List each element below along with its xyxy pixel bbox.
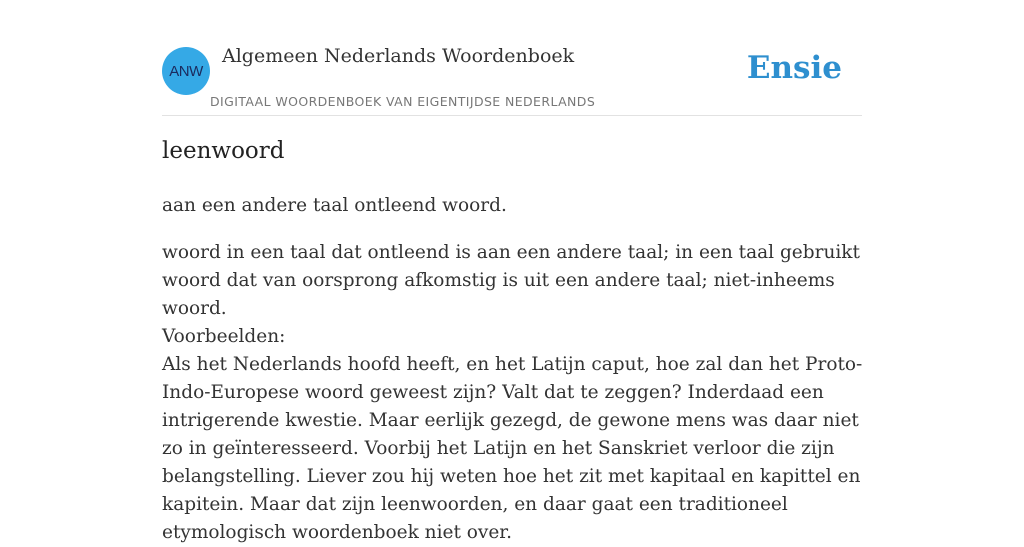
entry-headword: leenwoord <box>162 138 285 164</box>
logo-text: ANW <box>169 62 203 80</box>
examples-label: Voorbeelden: <box>162 326 286 347</box>
site-subtitle: DIGITAAL WOORDENBOEK VAN EIGENTIJDSE NEDERLANDS <box>210 94 596 109</box>
ensie-brand-link[interactable]: Ensie <box>746 50 842 86</box>
example-text: Als het Nederlands hoofd heeft, en het Latijn caput, hoe zal dan het Proto-Indo-Europese woord geweest zijn? Valt dat te zeggen? Inderdaad een intrigerende kwestie. Maar eerlijk gezegd, de gewone mens was daar niet zo in geïnteresseerd. Voorbij het Latijn en het Sanskriet verloor die zijn belangstelling. Liever zou hij weten hoe het zit met kapitaal en kapittel en kapitein. Maar dat zijn leenwoorden, en daar gaat een traditioneel etymologisch woordenboek niet over. <box>162 354 863 543</box>
site-title[interactable]: Algemeen Nederlands Woordenboek <box>222 45 575 67</box>
site-header <box>162 0 862 116</box>
examples-section <box>162 323 864 547</box>
long-definition: woord in een taal dat ontleend is aan een andere taal; in een taal gebruikt woord dat van oorsprong afkomstig is uit een andere taal; niet-inheems woord. <box>162 242 860 319</box>
content-container <box>162 0 863 543</box>
short-definition: aan een andere taal ontleend woord. <box>162 195 507 216</box>
anw-logo[interactable] <box>162 47 210 95</box>
